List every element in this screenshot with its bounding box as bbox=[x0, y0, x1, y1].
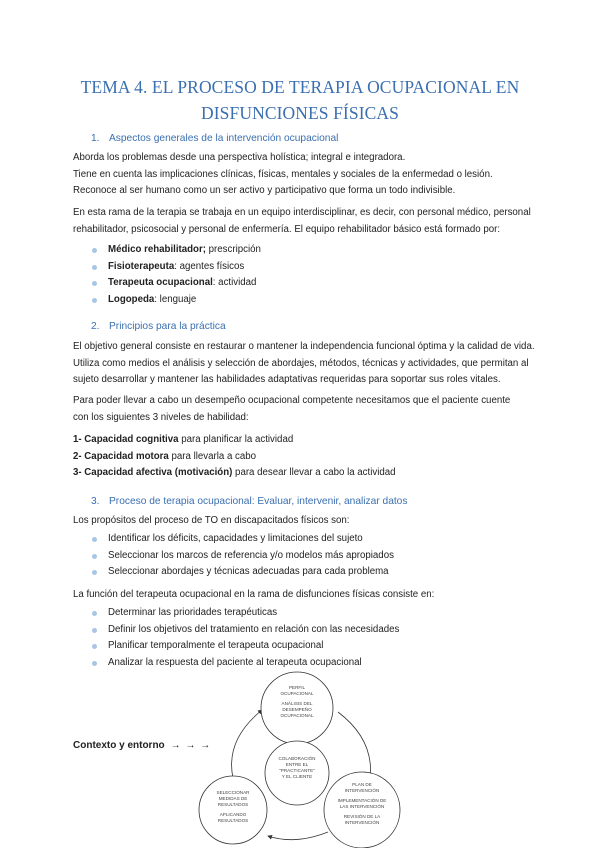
paragraph-line: Para poder llevar a cabo un desempeño ocupacional competente necesitamos que el paciente cuente bbox=[73, 395, 511, 406]
arc-arrow-bottom bbox=[268, 832, 328, 840]
arc-arrow-left bbox=[232, 710, 262, 778]
title-line-1: TEMA 4. EL PROCESO DE TERAPIA OCUPACIONAL EN bbox=[80, 77, 520, 97]
functions-list bbox=[92, 605, 399, 671]
section-1-heading bbox=[91, 133, 338, 144]
team-role: Terapeuta ocupacional bbox=[108, 277, 213, 288]
section-3-intro-2 bbox=[73, 587, 543, 604]
circle-text-line: LAS INTERVENCIÓN bbox=[339, 804, 385, 809]
circle-text-line: RESULTADOS bbox=[217, 818, 249, 823]
skill-level bbox=[73, 432, 543, 449]
circle-text-line: PLAN DE bbox=[352, 782, 372, 787]
paragraph-line: En esta rama de la terapia se trabaja en un equipo interdisciplinar, es decir, con personal médico, personal bbox=[73, 207, 531, 218]
circle-text-line: SELECCIONAR bbox=[216, 790, 250, 795]
paragraph-line: rehabilitador, psicosocial y personal de enfermería. El equipo rehabilitador básico está formado por: bbox=[73, 223, 501, 235]
team-role-desc: : agentes físicos bbox=[174, 260, 245, 272]
context-label-text: Contexto y entorno bbox=[73, 740, 165, 751]
skill-level-name: 1- Capacidad cognitiva bbox=[73, 434, 179, 445]
circle-text-line: ANÁLISIS DEL bbox=[281, 701, 313, 706]
title-line-2: DISFUNCIONES FÍSICAS bbox=[201, 103, 399, 123]
paragraph-line: El objetivo general consiste en restaurar o mantener la independencia funcional óptima y la calidad de vida. bbox=[73, 341, 535, 352]
list-item: Planificar temporalmente el terapeuta ocupacional bbox=[92, 638, 399, 655]
section-2-heading bbox=[91, 321, 226, 332]
circle-text-line: INTERVENCIÓN bbox=[344, 820, 380, 825]
skill-level-desc: para llevarla a cabo bbox=[168, 450, 257, 462]
arc-arrow-top-right bbox=[338, 712, 371, 780]
circle-text-line: APLICANDO bbox=[219, 812, 247, 817]
list-item: Definir los objetivos del tratamiento en relación con las necesidades bbox=[92, 622, 399, 639]
section-3-number: 3. bbox=[91, 496, 100, 507]
paragraph-line: Aborda los problemas desde una perspectiva holística; integral e integradora. bbox=[73, 152, 406, 163]
circle-text-line: COLABORACIÓN bbox=[278, 756, 316, 761]
context-label bbox=[73, 740, 211, 751]
section-2-paragraph-2 bbox=[73, 393, 543, 426]
list-item bbox=[92, 292, 261, 309]
paragraph-line: con los siguientes 3 niveles de habilidad: bbox=[73, 411, 249, 423]
team-role-desc: : lenguaje bbox=[154, 293, 197, 305]
section-1-paragraph-2 bbox=[73, 205, 543, 238]
circle-text-line: REVISIÓN DE LA bbox=[343, 814, 381, 819]
list-item: Seleccionar los marcos de referencia y/o modelos más apropiados bbox=[92, 548, 394, 565]
section-2-number: 2. bbox=[91, 321, 100, 332]
circle-text-line: ENTRE EL bbox=[285, 762, 309, 767]
process-diagram bbox=[0, 670, 600, 848]
list-item: Determinar las prioridades terapéuticas bbox=[92, 605, 399, 622]
team-role-desc: : actividad bbox=[212, 277, 257, 288]
paragraph-line: sujeto desarrollar y mantener las habilidades adaptativas requeridas para soportar sus roles vitales. bbox=[73, 374, 501, 385]
paragraph-line: Reconoce al ser humano como un ser activo y participativo que forma un todo indivisible. bbox=[73, 185, 456, 196]
team-role: Logopeda bbox=[108, 293, 155, 305]
context-arrows: → → → bbox=[170, 740, 212, 751]
section-3-title: Proceso de terapia ocupacional: Evaluar, intervenir, analizar datos bbox=[109, 496, 408, 507]
skill-level-desc: para desear llevar a cabo la actividad bbox=[232, 467, 396, 478]
circle-text-line: MEDIDAS DE bbox=[218, 796, 248, 801]
paragraph-line: Tiene en cuenta las implicaciones clínicas, físicas, mentales y sociales de la enfermedad o lesión. bbox=[73, 168, 493, 180]
circle-top-label bbox=[262, 685, 332, 719]
list-item bbox=[92, 275, 261, 292]
paragraph-line: Utiliza como medios el análisis y selección de abordajes, métodos, técnicas y actividades, que permitan al bbox=[73, 357, 529, 369]
section-3-heading bbox=[91, 496, 407, 507]
skill-level bbox=[73, 465, 543, 482]
circle-text-line: RESULTADOS bbox=[217, 802, 249, 807]
team-role: Médico rehabilitador; bbox=[108, 244, 206, 255]
skill-level bbox=[73, 449, 543, 466]
circle-right-label bbox=[327, 782, 397, 826]
page-title bbox=[60, 74, 540, 126]
team-list bbox=[92, 242, 261, 308]
section-2-paragraph-1 bbox=[73, 339, 543, 389]
list-item bbox=[92, 259, 261, 276]
circle-text-line: OCUPACIONAL bbox=[280, 713, 314, 718]
section-3-intro-1 bbox=[73, 513, 543, 530]
purposes-list bbox=[92, 531, 394, 581]
skill-level-desc: para planificar la actividad bbox=[178, 434, 294, 445]
list-item: Seleccionar abordajes y técnicas adecuadas para cada problema bbox=[92, 564, 394, 581]
circle-text-line: OCUPACIONAL bbox=[280, 691, 314, 696]
section-1-number: 1. bbox=[91, 133, 100, 144]
skill-level-name: 3- Capacidad afectiva (motivación) bbox=[73, 467, 233, 478]
circle-text-line: Y EL CLIENTE bbox=[281, 774, 313, 779]
list-item bbox=[92, 242, 261, 259]
paragraph-line: La función del terapeuta ocupacional en la rama de disfunciones físicas consiste en: bbox=[73, 589, 435, 600]
list-item: Analizar la respuesta del paciente al terapeuta ocupacional bbox=[92, 655, 399, 672]
circle-left-label bbox=[203, 790, 263, 824]
team-role-desc: prescripción bbox=[205, 244, 261, 255]
circle-text-line: DESEMPEÑO bbox=[282, 707, 312, 712]
team-role: Fisioterapeuta bbox=[108, 260, 175, 272]
section-2-title: Principios para la práctica bbox=[109, 321, 226, 332]
circle-text-line: IMPLEMENTACIÓN DE bbox=[337, 798, 387, 803]
section-1-title: Aspectos generales de la intervención ocupacional bbox=[109, 133, 339, 144]
circle-text-line: INTERVENCIÓN bbox=[344, 788, 380, 793]
skill-level-name: 2- Capacidad motora bbox=[73, 450, 169, 462]
skill-levels bbox=[73, 432, 543, 482]
circle-text-line: "PRACTICANTE" bbox=[279, 768, 315, 773]
circle-text-line: PERFIL bbox=[288, 685, 306, 690]
section-1-paragraph-1 bbox=[73, 150, 543, 200]
circle-center-label bbox=[267, 756, 327, 780]
paragraph-line: Los propósitos del proceso de TO en discapacitados físicos son: bbox=[73, 515, 350, 526]
list-item: Identificar los déficits, capacidades y limitaciones del sujeto bbox=[92, 531, 394, 548]
